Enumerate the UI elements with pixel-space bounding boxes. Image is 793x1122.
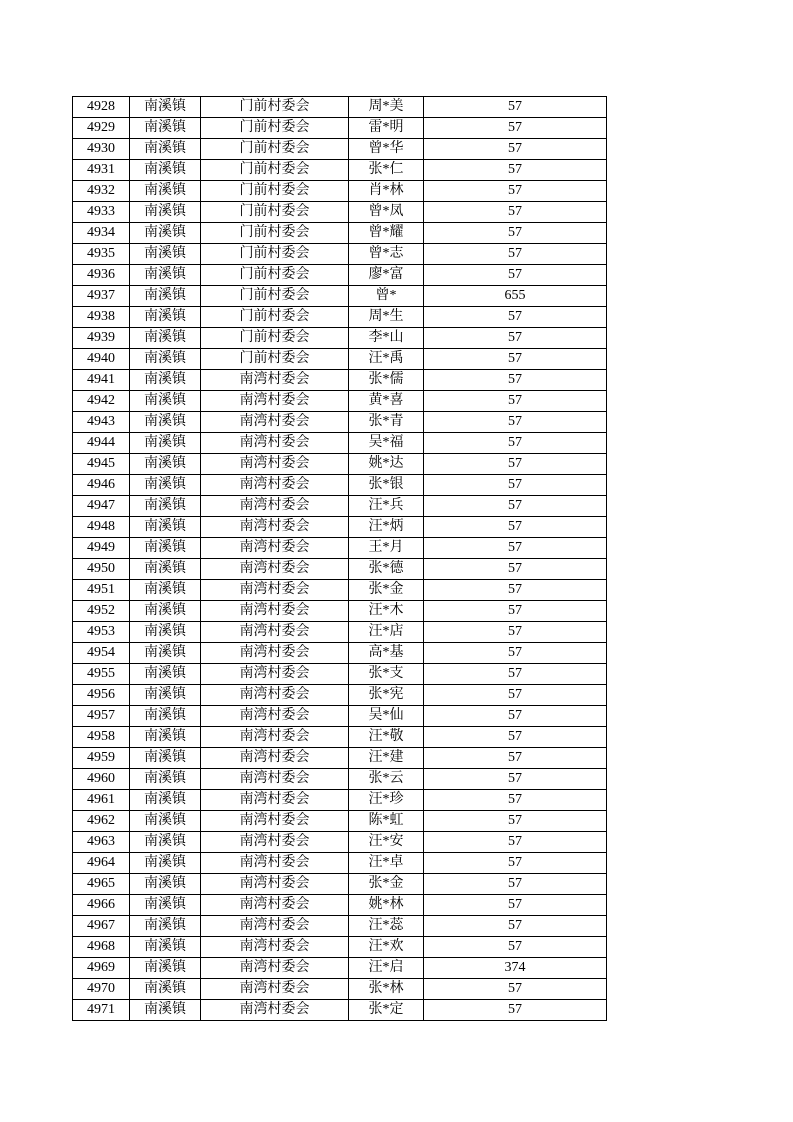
name-cell: 汪*启	[349, 958, 424, 979]
village-cell: 南湾村委会	[201, 706, 349, 727]
town-cell: 南溪镇	[130, 979, 201, 1000]
table-row	[73, 958, 607, 979]
village-cell: 南湾村委会	[201, 769, 349, 790]
name-cell: 曾*耀	[349, 223, 424, 244]
table-row	[73, 181, 607, 202]
table-row	[73, 706, 607, 727]
amount-cell: 57	[424, 370, 607, 391]
row-id-cell: 4967	[73, 916, 130, 937]
row-id-cell: 4962	[73, 811, 130, 832]
amount-cell: 57	[424, 202, 607, 223]
row-id-cell: 4965	[73, 874, 130, 895]
amount-cell: 57	[424, 706, 607, 727]
amount-cell: 57	[424, 790, 607, 811]
town-cell: 南溪镇	[130, 916, 201, 937]
row-id-cell: 4947	[73, 496, 130, 517]
name-cell: 汪*珍	[349, 790, 424, 811]
row-id-cell: 4933	[73, 202, 130, 223]
village-cell: 门前村委会	[201, 118, 349, 139]
town-cell: 南溪镇	[130, 265, 201, 286]
table-row	[73, 517, 607, 538]
row-id-cell: 4949	[73, 538, 130, 559]
town-cell: 南溪镇	[130, 433, 201, 454]
village-cell: 南湾村委会	[201, 916, 349, 937]
amount-cell: 57	[424, 475, 607, 496]
name-cell: 姚*林	[349, 895, 424, 916]
name-cell: 吴*福	[349, 433, 424, 454]
table-row	[73, 454, 607, 475]
name-cell: 雷*明	[349, 118, 424, 139]
amount-cell: 57	[424, 328, 607, 349]
village-cell: 门前村委会	[201, 223, 349, 244]
village-cell: 门前村委会	[201, 244, 349, 265]
town-cell: 南溪镇	[130, 475, 201, 496]
row-id-cell: 4935	[73, 244, 130, 265]
table-row	[73, 979, 607, 1000]
town-cell: 南溪镇	[130, 601, 201, 622]
table-row	[73, 370, 607, 391]
data-table	[72, 96, 607, 1021]
town-cell: 南溪镇	[130, 685, 201, 706]
table-row	[73, 538, 607, 559]
amount-cell: 374	[424, 958, 607, 979]
amount-cell: 57	[424, 937, 607, 958]
table-row	[73, 496, 607, 517]
table-row	[73, 391, 607, 412]
table-row	[73, 727, 607, 748]
name-cell: 曾*华	[349, 139, 424, 160]
name-cell: 张*林	[349, 979, 424, 1000]
table-row	[73, 601, 607, 622]
village-cell: 南湾村委会	[201, 412, 349, 433]
row-id-cell: 4943	[73, 412, 130, 433]
village-cell: 南湾村委会	[201, 958, 349, 979]
name-cell: 周*生	[349, 307, 424, 328]
table-row	[73, 349, 607, 370]
table-row	[73, 559, 607, 580]
amount-cell: 57	[424, 580, 607, 601]
town-cell: 南溪镇	[130, 706, 201, 727]
name-cell: 黄*喜	[349, 391, 424, 412]
table-row	[73, 622, 607, 643]
table-row	[73, 874, 607, 895]
table-row	[73, 937, 607, 958]
table-row	[73, 664, 607, 685]
village-cell: 南湾村委会	[201, 874, 349, 895]
amount-cell: 57	[424, 895, 607, 916]
town-cell: 南溪镇	[130, 454, 201, 475]
amount-cell: 57	[424, 265, 607, 286]
row-id-cell: 4932	[73, 181, 130, 202]
village-cell: 门前村委会	[201, 307, 349, 328]
town-cell: 南溪镇	[130, 139, 201, 160]
village-cell: 南湾村委会	[201, 517, 349, 538]
name-cell: 汪*蕊	[349, 916, 424, 937]
name-cell: 陈*虹	[349, 811, 424, 832]
row-id-cell: 4956	[73, 685, 130, 706]
row-id-cell: 4953	[73, 622, 130, 643]
town-cell: 南溪镇	[130, 790, 201, 811]
town-cell: 南溪镇	[130, 727, 201, 748]
village-cell: 门前村委会	[201, 328, 349, 349]
table-row	[73, 895, 607, 916]
row-id-cell: 4964	[73, 853, 130, 874]
table-row	[73, 97, 607, 118]
village-cell: 门前村委会	[201, 349, 349, 370]
table-row	[73, 139, 607, 160]
table-row	[73, 811, 607, 832]
amount-cell: 57	[424, 391, 607, 412]
row-id-cell: 4945	[73, 454, 130, 475]
town-cell: 南溪镇	[130, 349, 201, 370]
name-cell: 张*金	[349, 580, 424, 601]
table-row	[73, 1000, 607, 1021]
name-cell: 肖*林	[349, 181, 424, 202]
name-cell: 张*仁	[349, 160, 424, 181]
amount-cell: 57	[424, 97, 607, 118]
town-cell: 南溪镇	[130, 769, 201, 790]
village-cell: 南湾村委会	[201, 391, 349, 412]
name-cell: 王*月	[349, 538, 424, 559]
town-cell: 南溪镇	[130, 559, 201, 580]
town-cell: 南溪镇	[130, 517, 201, 538]
table-row	[73, 433, 607, 454]
row-id-cell: 4940	[73, 349, 130, 370]
amount-cell: 57	[424, 517, 607, 538]
row-id-cell: 4951	[73, 580, 130, 601]
village-cell: 门前村委会	[201, 265, 349, 286]
table-row	[73, 265, 607, 286]
table-body	[73, 97, 607, 1021]
village-cell: 门前村委会	[201, 139, 349, 160]
row-id-cell: 4955	[73, 664, 130, 685]
table-row	[73, 769, 607, 790]
table-row	[73, 223, 607, 244]
name-cell: 张*德	[349, 559, 424, 580]
row-id-cell: 4950	[73, 559, 130, 580]
amount-cell: 57	[424, 496, 607, 517]
amount-cell: 57	[424, 748, 607, 769]
name-cell: 高*基	[349, 643, 424, 664]
name-cell: 汪*欢	[349, 937, 424, 958]
village-cell: 南湾村委会	[201, 559, 349, 580]
table-row	[73, 853, 607, 874]
town-cell: 南溪镇	[130, 202, 201, 223]
amount-cell: 655	[424, 286, 607, 307]
village-cell: 南湾村委会	[201, 496, 349, 517]
village-cell: 南湾村委会	[201, 1000, 349, 1021]
row-id-cell: 4929	[73, 118, 130, 139]
village-cell: 南湾村委会	[201, 937, 349, 958]
name-cell: 汪*木	[349, 601, 424, 622]
name-cell: 张*儒	[349, 370, 424, 391]
village-cell: 南湾村委会	[201, 643, 349, 664]
name-cell: 张*支	[349, 664, 424, 685]
village-cell: 南湾村委会	[201, 538, 349, 559]
row-id-cell: 4969	[73, 958, 130, 979]
amount-cell: 57	[424, 832, 607, 853]
amount-cell: 57	[424, 853, 607, 874]
amount-cell: 57	[424, 769, 607, 790]
name-cell: 张*定	[349, 1000, 424, 1021]
village-cell: 南湾村委会	[201, 748, 349, 769]
amount-cell: 57	[424, 685, 607, 706]
name-cell: 李*山	[349, 328, 424, 349]
village-cell: 门前村委会	[201, 286, 349, 307]
village-cell: 南湾村委会	[201, 727, 349, 748]
amount-cell: 57	[424, 412, 607, 433]
village-cell: 南湾村委会	[201, 580, 349, 601]
row-id-cell: 4958	[73, 727, 130, 748]
amount-cell: 57	[424, 727, 607, 748]
town-cell: 南溪镇	[130, 895, 201, 916]
amount-cell: 57	[424, 454, 607, 475]
amount-cell: 57	[424, 118, 607, 139]
row-id-cell: 4938	[73, 307, 130, 328]
village-cell: 南湾村委会	[201, 895, 349, 916]
row-id-cell: 4928	[73, 97, 130, 118]
row-id-cell: 4963	[73, 832, 130, 853]
name-cell: 吴*仙	[349, 706, 424, 727]
table-row	[73, 643, 607, 664]
row-id-cell: 4934	[73, 223, 130, 244]
town-cell: 南溪镇	[130, 1000, 201, 1021]
town-cell: 南溪镇	[130, 328, 201, 349]
amount-cell: 57	[424, 223, 607, 244]
amount-cell: 57	[424, 244, 607, 265]
town-cell: 南溪镇	[130, 181, 201, 202]
village-cell: 南湾村委会	[201, 811, 349, 832]
row-id-cell: 4936	[73, 265, 130, 286]
town-cell: 南溪镇	[130, 118, 201, 139]
name-cell: 曾*凤	[349, 202, 424, 223]
amount-cell: 57	[424, 307, 607, 328]
amount-cell: 57	[424, 811, 607, 832]
amount-cell: 57	[424, 538, 607, 559]
town-cell: 南溪镇	[130, 874, 201, 895]
table-row	[73, 118, 607, 139]
amount-cell: 57	[424, 559, 607, 580]
amount-cell: 57	[424, 622, 607, 643]
amount-cell: 57	[424, 664, 607, 685]
table-row	[73, 832, 607, 853]
town-cell: 南溪镇	[130, 811, 201, 832]
row-id-cell: 4942	[73, 391, 130, 412]
row-id-cell: 4948	[73, 517, 130, 538]
amount-cell: 57	[424, 139, 607, 160]
name-cell: 曾*志	[349, 244, 424, 265]
name-cell: 汪*禹	[349, 349, 424, 370]
town-cell: 南溪镇	[130, 937, 201, 958]
amount-cell: 57	[424, 181, 607, 202]
town-cell: 南溪镇	[130, 223, 201, 244]
table-row	[73, 580, 607, 601]
town-cell: 南溪镇	[130, 643, 201, 664]
town-cell: 南溪镇	[130, 160, 201, 181]
town-cell: 南溪镇	[130, 538, 201, 559]
village-cell: 南湾村委会	[201, 475, 349, 496]
town-cell: 南溪镇	[130, 370, 201, 391]
name-cell: 张*云	[349, 769, 424, 790]
amount-cell: 57	[424, 874, 607, 895]
amount-cell: 57	[424, 643, 607, 664]
town-cell: 南溪镇	[130, 748, 201, 769]
name-cell: 张*宪	[349, 685, 424, 706]
row-id-cell: 4946	[73, 475, 130, 496]
row-id-cell: 4930	[73, 139, 130, 160]
row-id-cell: 4966	[73, 895, 130, 916]
table-row	[73, 475, 607, 496]
table-row	[73, 286, 607, 307]
row-id-cell: 4970	[73, 979, 130, 1000]
name-cell: 廖*富	[349, 265, 424, 286]
town-cell: 南溪镇	[130, 832, 201, 853]
table-row	[73, 160, 607, 181]
table-row	[73, 790, 607, 811]
amount-cell: 57	[424, 349, 607, 370]
name-cell: 汪*建	[349, 748, 424, 769]
table-row	[73, 307, 607, 328]
name-cell: 张*金	[349, 874, 424, 895]
row-id-cell: 4952	[73, 601, 130, 622]
name-cell: 汪*敬	[349, 727, 424, 748]
row-id-cell: 4954	[73, 643, 130, 664]
village-cell: 南湾村委会	[201, 622, 349, 643]
row-id-cell: 4937	[73, 286, 130, 307]
name-cell: 汪*兵	[349, 496, 424, 517]
town-cell: 南溪镇	[130, 286, 201, 307]
village-cell: 门前村委会	[201, 160, 349, 181]
village-cell: 门前村委会	[201, 181, 349, 202]
town-cell: 南溪镇	[130, 244, 201, 265]
table-row	[73, 685, 607, 706]
village-cell: 南湾村委会	[201, 454, 349, 475]
amount-cell: 57	[424, 1000, 607, 1021]
name-cell: 汪*店	[349, 622, 424, 643]
amount-cell: 57	[424, 433, 607, 454]
town-cell: 南溪镇	[130, 412, 201, 433]
row-id-cell: 4960	[73, 769, 130, 790]
village-cell: 南湾村委会	[201, 832, 349, 853]
village-cell: 南湾村委会	[201, 664, 349, 685]
town-cell: 南溪镇	[130, 853, 201, 874]
table-row	[73, 328, 607, 349]
name-cell: 汪*卓	[349, 853, 424, 874]
village-cell: 南湾村委会	[201, 370, 349, 391]
row-id-cell: 4968	[73, 937, 130, 958]
town-cell: 南溪镇	[130, 97, 201, 118]
table-row	[73, 916, 607, 937]
village-cell: 南湾村委会	[201, 685, 349, 706]
amount-cell: 57	[424, 916, 607, 937]
name-cell: 周*美	[349, 97, 424, 118]
row-id-cell: 4959	[73, 748, 130, 769]
name-cell: 汪*安	[349, 832, 424, 853]
village-cell: 南湾村委会	[201, 853, 349, 874]
village-cell: 南湾村委会	[201, 601, 349, 622]
village-cell: 门前村委会	[201, 202, 349, 223]
row-id-cell: 4944	[73, 433, 130, 454]
village-cell: 门前村委会	[201, 97, 349, 118]
name-cell: 姚*达	[349, 454, 424, 475]
table-row	[73, 202, 607, 223]
name-cell: 张*银	[349, 475, 424, 496]
village-cell: 南湾村委会	[201, 979, 349, 1000]
row-id-cell: 4941	[73, 370, 130, 391]
village-cell: 南湾村委会	[201, 790, 349, 811]
row-id-cell: 4961	[73, 790, 130, 811]
table-row	[73, 244, 607, 265]
town-cell: 南溪镇	[130, 958, 201, 979]
town-cell: 南溪镇	[130, 391, 201, 412]
town-cell: 南溪镇	[130, 307, 201, 328]
town-cell: 南溪镇	[130, 496, 201, 517]
name-cell: 曾*	[349, 286, 424, 307]
row-id-cell: 4939	[73, 328, 130, 349]
town-cell: 南溪镇	[130, 664, 201, 685]
town-cell: 南溪镇	[130, 622, 201, 643]
name-cell: 张*青	[349, 412, 424, 433]
name-cell: 汪*炳	[349, 517, 424, 538]
row-id-cell: 4957	[73, 706, 130, 727]
row-id-cell: 4931	[73, 160, 130, 181]
village-cell: 南湾村委会	[201, 433, 349, 454]
amount-cell: 57	[424, 979, 607, 1000]
table-row	[73, 412, 607, 433]
row-id-cell: 4971	[73, 1000, 130, 1021]
amount-cell: 57	[424, 601, 607, 622]
amount-cell: 57	[424, 160, 607, 181]
table-row	[73, 748, 607, 769]
town-cell: 南溪镇	[130, 580, 201, 601]
